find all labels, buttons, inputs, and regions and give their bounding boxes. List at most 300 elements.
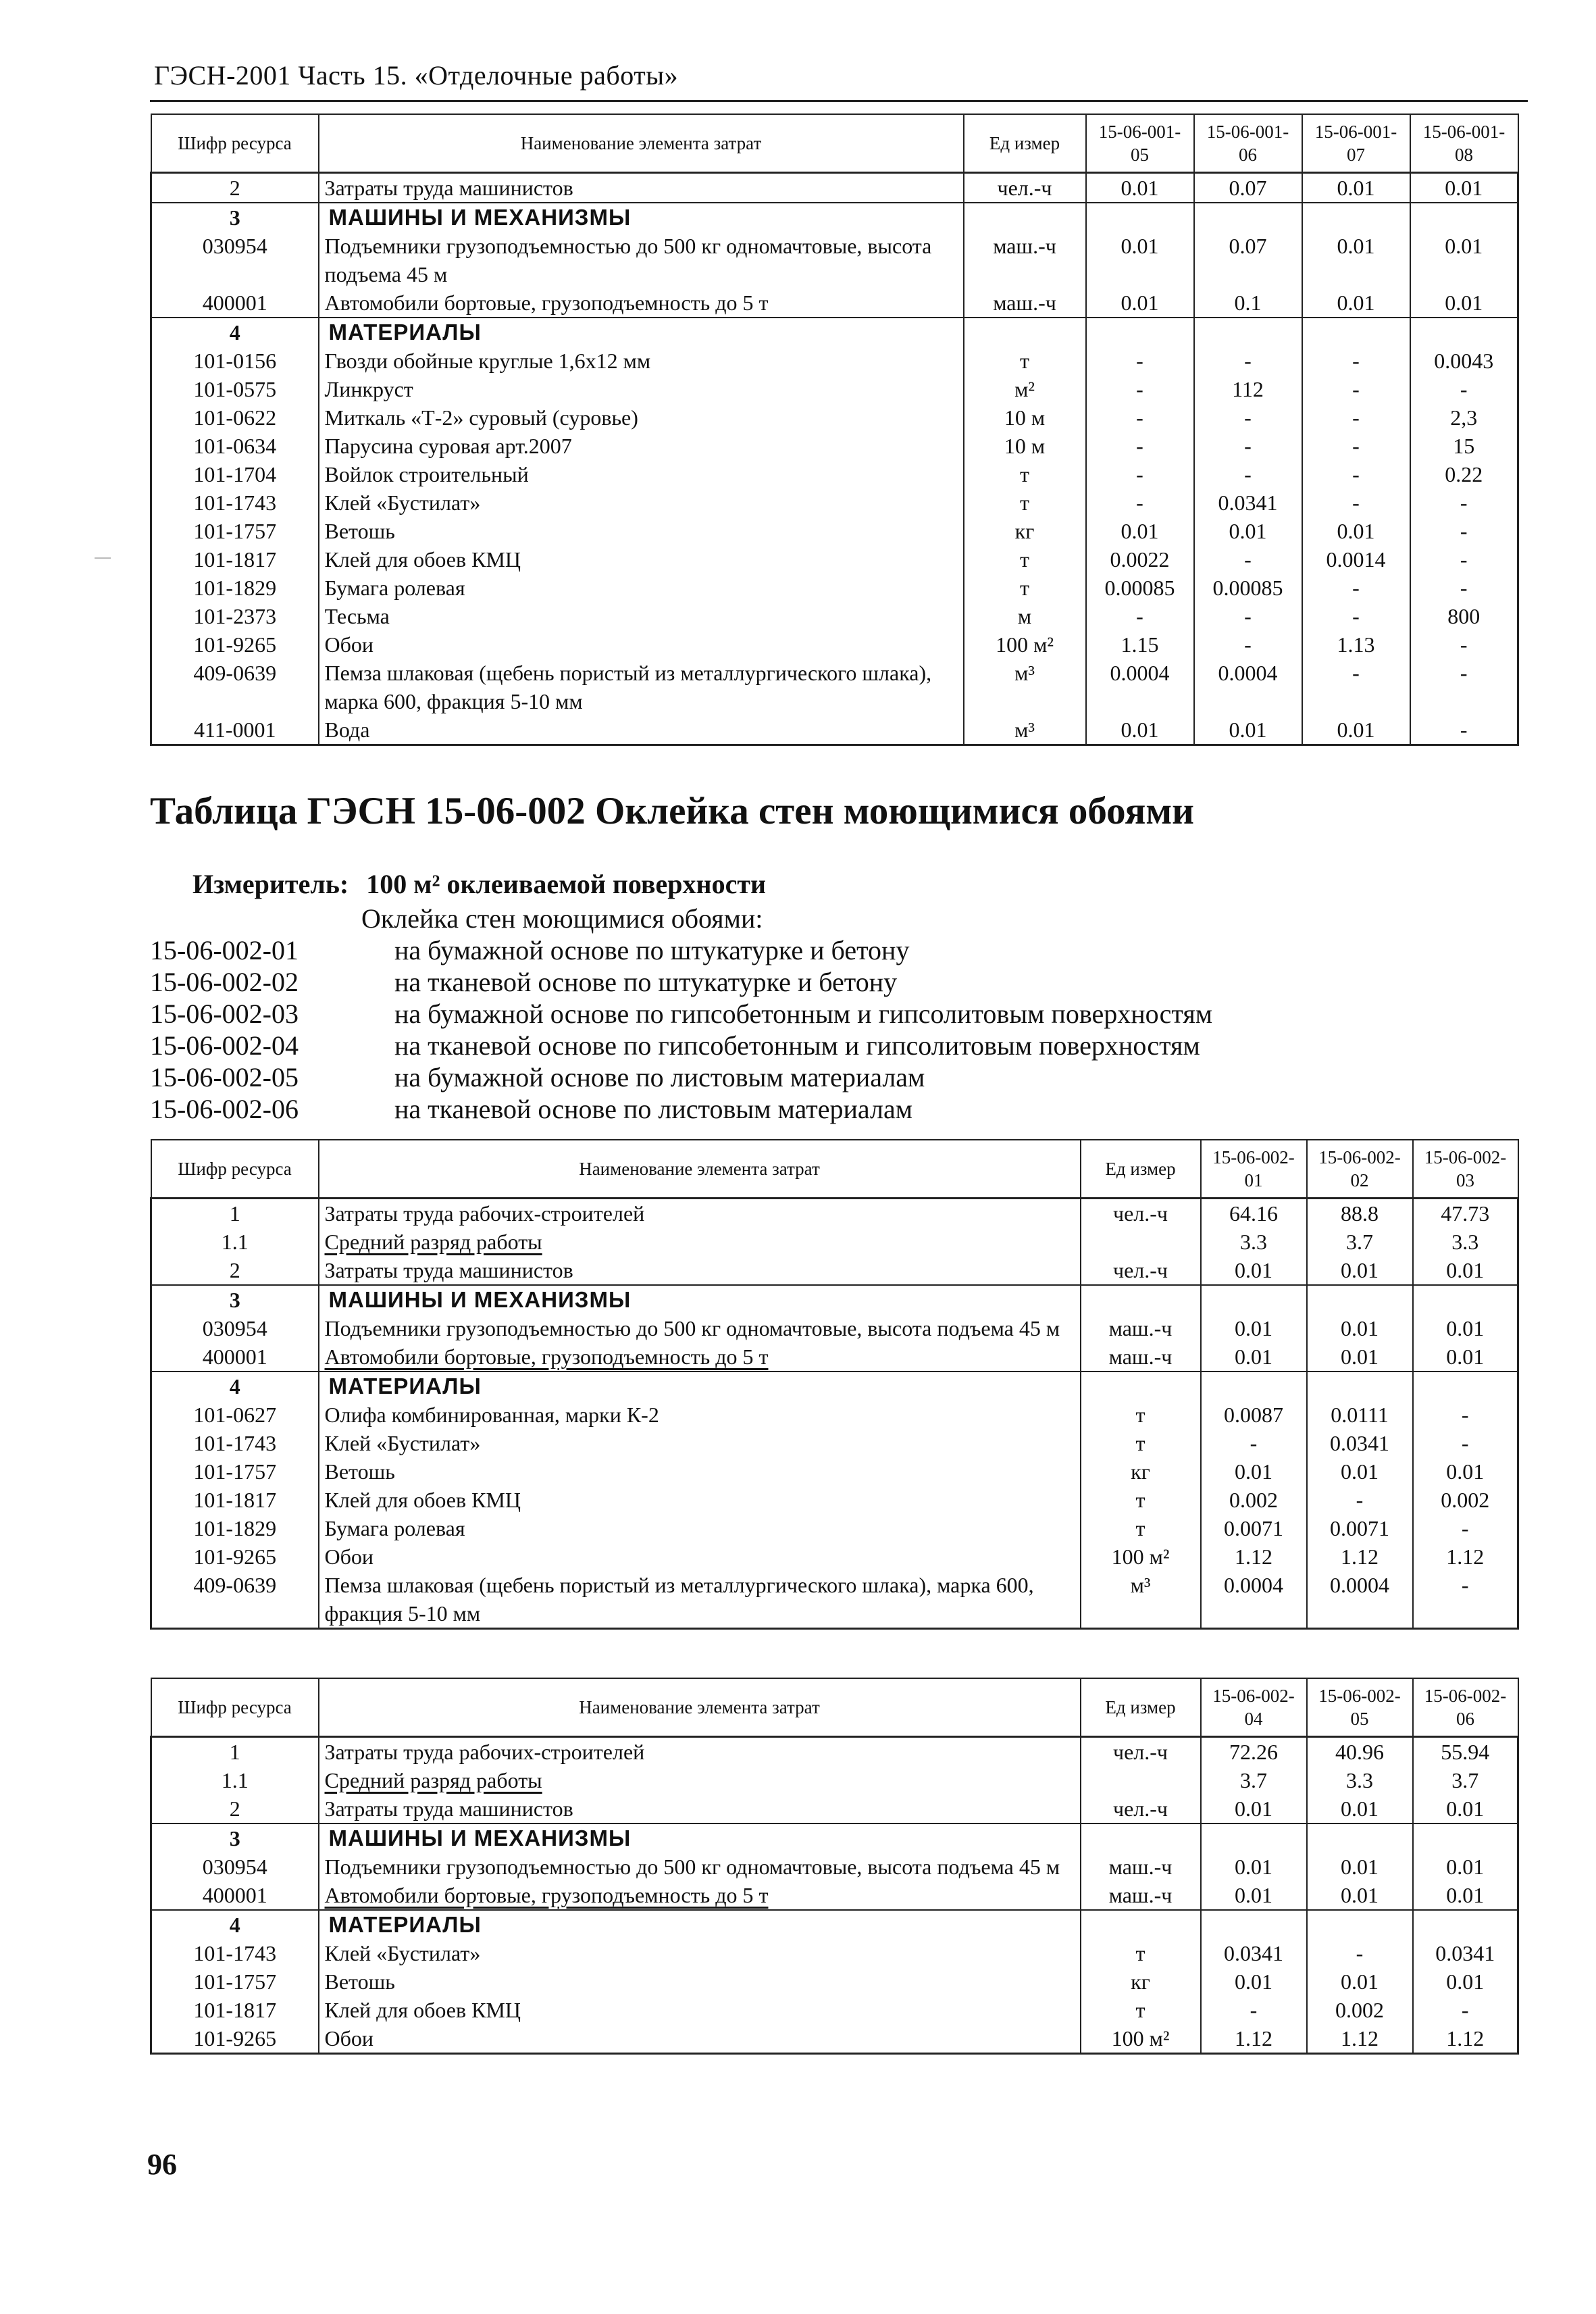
resource-value: 1.12 xyxy=(1201,1542,1307,1571)
resource-name: Затраты труда рабочих-строителей xyxy=(319,1737,1081,1767)
table-row xyxy=(151,318,1518,347)
variant-text: на бумажной основе по гипсобетонным и гипсолитовым поверхностям xyxy=(394,999,1213,1029)
resource-unit: м³ xyxy=(964,659,1086,715)
resource-name: Миткаль «Т-2» суровый (суровье) xyxy=(319,403,964,432)
resource-value: 0.01 xyxy=(1413,1967,1518,1996)
table-row xyxy=(151,173,1518,203)
table-header-row xyxy=(151,1678,1518,1737)
resource-name: МАТЕРИАЛЫ xyxy=(319,1910,1081,1939)
resource-code: 4 xyxy=(151,1372,319,1401)
resource-unit xyxy=(1081,1285,1201,1314)
resource-code: 030954 xyxy=(151,1853,319,1881)
resource-unit xyxy=(1081,1372,1201,1401)
meter-value: 100 м² оклеиваемой поверхности xyxy=(366,869,767,899)
variant-text: на бумажной основе по штукатурке и бетону xyxy=(394,935,910,965)
header-col-2: 15-06-002-02 xyxy=(1307,1140,1413,1199)
table-header-row xyxy=(151,1140,1518,1199)
resource-name xyxy=(319,1228,1081,1256)
resource-unit: м xyxy=(964,602,1086,630)
resource-value xyxy=(1307,1910,1413,1939)
resource-value: 0.01 xyxy=(1307,1967,1413,1996)
resource-value: 1.13 xyxy=(1302,630,1410,659)
resource-code: 4 xyxy=(151,1910,319,1939)
variant-item xyxy=(150,934,1212,966)
table-body xyxy=(151,173,1518,745)
resource-unit: т xyxy=(1081,1486,1201,1514)
resource-value: 0.01 xyxy=(1194,517,1302,545)
resource-value: 0.0004 xyxy=(1307,1571,1413,1629)
resource-value xyxy=(1413,1823,1518,1853)
resource-name xyxy=(319,1342,1081,1372)
table-row xyxy=(151,1514,1518,1542)
table-row xyxy=(151,432,1518,460)
resource-value: 0.0341 xyxy=(1413,1939,1518,1967)
table-row xyxy=(151,1401,1518,1429)
resource-value: 0.01 xyxy=(1307,1881,1413,1910)
resource-name: Затраты труда машинистов xyxy=(319,1794,1081,1823)
resource-value xyxy=(1413,1910,1518,1939)
resource-name: Пемза шлаковая (щебень пористый из металлургического шлака), марка 600, фракция 5-10 мм xyxy=(319,659,964,715)
resource-code: 101-2373 xyxy=(151,602,319,630)
table-row xyxy=(151,1996,1518,2024)
resource-name-text: Автомобили бортовые, грузоподъемность до 5 т xyxy=(324,1883,769,1907)
resource-value: 72.26 xyxy=(1201,1737,1307,1767)
resource-value: 0.002 xyxy=(1201,1486,1307,1514)
table-row xyxy=(151,1794,1518,1823)
table-row xyxy=(151,1486,1518,1514)
resource-value: - xyxy=(1086,602,1194,630)
resource-code: 400001 xyxy=(151,288,319,318)
resource-value: - xyxy=(1302,460,1410,488)
resource-code: 101-9265 xyxy=(151,630,319,659)
resource-value: 3.3 xyxy=(1201,1228,1307,1256)
header-unit: Ед измер xyxy=(1081,1678,1201,1737)
resource-unit: т xyxy=(964,347,1086,375)
resource-code: 1 xyxy=(151,1737,319,1767)
resource-value: 55.94 xyxy=(1413,1737,1518,1767)
resource-value: 0.01 xyxy=(1086,517,1194,545)
resource-unit: т xyxy=(1081,1429,1201,1457)
resource-value: 0.00085 xyxy=(1194,574,1302,602)
resource-name: Вода xyxy=(319,715,964,745)
resource-value: 0.01 xyxy=(1201,1881,1307,1910)
resource-value: - xyxy=(1086,375,1194,403)
header-col-1: 15-06-001-05 xyxy=(1086,114,1194,173)
resource-value: 0.0071 xyxy=(1201,1514,1307,1542)
resource-code: 101-1817 xyxy=(151,1996,319,2024)
resource-name: Клей «Бустилат» xyxy=(319,488,964,517)
resource-value: 3.3 xyxy=(1413,1228,1518,1256)
resource-code: 2 xyxy=(151,1794,319,1823)
resource-unit: чел.-ч xyxy=(1081,1737,1201,1767)
header-col-4: 15-06-001-08 xyxy=(1410,114,1518,173)
header-name: Наименование элемента затрат xyxy=(319,114,964,173)
table-body xyxy=(151,1737,1518,2054)
resource-value xyxy=(1410,318,1518,347)
resource-code: 101-1757 xyxy=(151,1967,319,1996)
page-number: 96 xyxy=(147,2148,177,2181)
resource-code: 101-9265 xyxy=(151,2024,319,2054)
table-row xyxy=(151,1199,1518,1228)
resource-value: - xyxy=(1302,574,1410,602)
resource-name: МАШИНЫ И МЕХАНИЗМЫ xyxy=(319,1285,1081,1314)
resource-value: 0.0071 xyxy=(1307,1514,1413,1542)
table-row xyxy=(151,232,1518,288)
resource-value: - xyxy=(1194,460,1302,488)
resource-value: 0.01 xyxy=(1086,288,1194,318)
resource-code: 411-0001 xyxy=(151,715,319,745)
variant-item xyxy=(150,966,1212,998)
resource-name: Гвозди обойные круглые 1,6x12 мм xyxy=(319,347,964,375)
resource-name: Обои xyxy=(319,1542,1081,1571)
resource-value: - xyxy=(1194,602,1302,630)
header-unit: Ед измер xyxy=(1081,1140,1201,1199)
header-name: Наименование элемента затрат xyxy=(319,1140,1081,1199)
resource-value: - xyxy=(1413,1996,1518,2024)
resource-value: 0.01 xyxy=(1307,1457,1413,1486)
variant-rows xyxy=(150,934,1212,1125)
resource-unit: 100 м² xyxy=(1081,2024,1201,2054)
resource-value: - xyxy=(1302,347,1410,375)
resource-value: - xyxy=(1413,1429,1518,1457)
resource-value: - xyxy=(1194,630,1302,659)
resource-name: Обои xyxy=(319,2024,1081,2054)
resource-unit: чел.-ч xyxy=(964,173,1086,203)
resource-value: - xyxy=(1194,545,1302,574)
resource-value: - xyxy=(1413,1401,1518,1429)
resource-code: 3 xyxy=(151,1823,319,1853)
resource-value: - xyxy=(1201,1429,1307,1457)
resource-value xyxy=(1413,1285,1518,1314)
resource-value xyxy=(1194,203,1302,232)
resource-code: 101-0627 xyxy=(151,1401,319,1429)
table-row xyxy=(151,1910,1518,1939)
resource-value: 0.002 xyxy=(1413,1486,1518,1514)
table-row xyxy=(151,1429,1518,1457)
resource-unit: м² xyxy=(964,375,1086,403)
table-row xyxy=(151,1256,1518,1285)
table-row xyxy=(151,659,1518,715)
resource-value: - xyxy=(1307,1939,1413,1967)
resource-value: 0.01 xyxy=(1086,715,1194,745)
resource-code: 101-1704 xyxy=(151,460,319,488)
table-row xyxy=(151,1823,1518,1853)
resource-value xyxy=(1194,318,1302,347)
resource-value: 0.01 xyxy=(1307,1256,1413,1285)
resource-value: 0.0004 xyxy=(1194,659,1302,715)
resource-value: - xyxy=(1302,488,1410,517)
resource-unit xyxy=(1081,1766,1201,1794)
table-row xyxy=(151,574,1518,602)
table-row xyxy=(151,545,1518,574)
variant-item xyxy=(150,1093,1212,1125)
resource-name: Подъемники грузоподъемностью до 500 кг одномачтовые, высота подъема 45 м xyxy=(319,1314,1081,1342)
table-row xyxy=(151,517,1518,545)
resource-name: Затраты труда машинистов xyxy=(319,1256,1081,1285)
resource-unit xyxy=(964,318,1086,347)
variant-list xyxy=(150,903,1212,1125)
resource-value xyxy=(1307,1372,1413,1401)
variant-item xyxy=(150,1061,1212,1093)
header-name: Наименование элемента затрат xyxy=(319,1678,1081,1737)
table-row xyxy=(151,1372,1518,1401)
resource-value: 0.01 xyxy=(1413,1853,1518,1881)
resource-value xyxy=(1302,203,1410,232)
resource-code: 3 xyxy=(151,203,319,232)
resource-value: - xyxy=(1086,347,1194,375)
header-rule xyxy=(150,100,1528,102)
resource-code: 2 xyxy=(151,173,319,203)
resource-value: 800 xyxy=(1410,602,1518,630)
resource-value: 0.01 xyxy=(1307,1853,1413,1881)
variant-code: 15-06-002-02 xyxy=(150,967,299,997)
variant-code: 15-06-002-03 xyxy=(150,999,299,1029)
resource-value: - xyxy=(1086,460,1194,488)
resource-value: 0.0022 xyxy=(1086,545,1194,574)
table-row xyxy=(151,1766,1518,1794)
resource-name: Затраты труда рабочих-строителей xyxy=(319,1199,1081,1228)
resource-value: 0.01 xyxy=(1201,1457,1307,1486)
variant-item xyxy=(150,1030,1212,1061)
resource-value xyxy=(1086,318,1194,347)
resource-value: 0.22 xyxy=(1410,460,1518,488)
resource-value xyxy=(1413,1372,1518,1401)
resource-code: 101-1757 xyxy=(151,517,319,545)
resource-value: 0.01 xyxy=(1302,232,1410,288)
resource-value: 0.01 xyxy=(1410,173,1518,203)
resource-value: - xyxy=(1410,375,1518,403)
resource-code: 101-1743 xyxy=(151,1939,319,1967)
resource-unit: т xyxy=(964,545,1086,574)
meter-label: Измеритель: xyxy=(192,869,349,899)
resource-unit: маш.-ч xyxy=(1081,1881,1201,1910)
resource-code: 400001 xyxy=(151,1881,319,1910)
resource-value: 0.0341 xyxy=(1307,1429,1413,1457)
resource-value: - xyxy=(1194,432,1302,460)
resource-value: 0.01 xyxy=(1413,1457,1518,1486)
resource-name: МАШИНЫ И МЕХАНИЗМЫ xyxy=(319,1823,1081,1853)
resource-value: 64.16 xyxy=(1201,1199,1307,1228)
table-row xyxy=(151,630,1518,659)
header-col-1: 15-06-002-04 xyxy=(1201,1678,1307,1737)
resource-unit: 10 м xyxy=(964,432,1086,460)
resource-value: 1.12 xyxy=(1413,1542,1518,1571)
resource-name: Бумага ролевая xyxy=(319,1514,1081,1542)
resource-value: 0.0087 xyxy=(1201,1401,1307,1429)
resource-value: 47.73 xyxy=(1413,1199,1518,1228)
table-row xyxy=(151,203,1518,232)
resource-value: - xyxy=(1410,517,1518,545)
resource-value: - xyxy=(1194,403,1302,432)
header-col-1: 15-06-002-01 xyxy=(1201,1140,1307,1199)
resource-name-text: Средний разряд работы xyxy=(324,1230,542,1254)
resource-value: - xyxy=(1410,659,1518,715)
resource-name: Подъемники грузоподъемностью до 500 кг одномачтовые, высота подъема 45 м xyxy=(319,232,964,288)
resource-unit: т xyxy=(964,460,1086,488)
variant-code: 15-06-002-04 xyxy=(150,1030,299,1061)
resource-value: - xyxy=(1307,1486,1413,1514)
resource-value: 0.01 xyxy=(1201,1853,1307,1881)
resource-code: 101-0156 xyxy=(151,347,319,375)
resource-unit: т xyxy=(964,574,1086,602)
table-row xyxy=(151,1737,1518,1767)
resource-value: 0.01 xyxy=(1410,288,1518,318)
resource-unit: чел.-ч xyxy=(1081,1256,1201,1285)
resource-value: 0.0111 xyxy=(1307,1401,1413,1429)
resource-value: 0.01 xyxy=(1413,1256,1518,1285)
variant-code: 15-06-002-05 xyxy=(150,1062,299,1092)
resource-name-text: Средний разряд работы xyxy=(324,1768,542,1792)
resource-value xyxy=(1302,318,1410,347)
table-row xyxy=(151,1542,1518,1571)
table-row xyxy=(151,1967,1518,1996)
resource-code: 101-1757 xyxy=(151,1457,319,1486)
resource-unit: т xyxy=(1081,1401,1201,1429)
resource-value: 0.0341 xyxy=(1194,488,1302,517)
resource-value: 0.01 xyxy=(1413,1881,1518,1910)
resource-table-002-a xyxy=(150,1139,1519,1630)
resource-unit xyxy=(1081,1823,1201,1853)
resource-value: 15 xyxy=(1410,432,1518,460)
resource-unit: чел.-ч xyxy=(1081,1199,1201,1228)
resource-value: 0.01 xyxy=(1413,1342,1518,1372)
running-head: ГЭСН-2001 Часть 15. «Отделочные работы» xyxy=(154,60,679,91)
resource-value xyxy=(1307,1823,1413,1853)
resource-code: 101-1829 xyxy=(151,574,319,602)
header-col-3: 15-06-001-07 xyxy=(1302,114,1410,173)
header-code: Шифр ресурса xyxy=(151,1678,319,1737)
variant-text: на тканевой основе по гипсобетонным и гипсолитовым поверхностям xyxy=(394,1030,1200,1061)
resource-table-001 xyxy=(150,114,1519,746)
resource-code: 4 xyxy=(151,318,319,347)
variant-code: 15-06-002-06 xyxy=(150,1094,299,1124)
resource-value: 0.0043 xyxy=(1410,347,1518,375)
resource-value: 0.01 xyxy=(1201,1967,1307,1996)
table-row xyxy=(151,1881,1518,1910)
resource-value xyxy=(1201,1910,1307,1939)
resource-value: - xyxy=(1302,659,1410,715)
resource-name: Парусина суровая арт.2007 xyxy=(319,432,964,460)
resource-value: - xyxy=(1086,432,1194,460)
resource-code: 101-1829 xyxy=(151,1514,319,1542)
resource-code: 409-0639 xyxy=(151,659,319,715)
resource-code: 409-0639 xyxy=(151,1571,319,1629)
table-row xyxy=(151,375,1518,403)
resource-value: 0.07 xyxy=(1194,173,1302,203)
resource-name: Пемза шлаковая (щебень пористый из металлургического шлака), марка 600, фракция 5-10 мм xyxy=(319,1571,1081,1629)
resource-value: 0.01 xyxy=(1307,1794,1413,1823)
resource-name: Ветошь xyxy=(319,517,964,545)
resource-value xyxy=(1086,203,1194,232)
resource-name xyxy=(319,1766,1081,1794)
table-title: Таблица ГЭСН 15-06-002 Оклейка стен моющимися обоями xyxy=(150,790,1195,832)
resource-name: Клей «Бустилат» xyxy=(319,1939,1081,1967)
resource-value: 0.01 xyxy=(1086,232,1194,288)
resource-name-text: Автомобили бортовые, грузоподъемность до 5 т xyxy=(324,1344,769,1369)
table-row xyxy=(151,715,1518,745)
resource-value: 0.01 xyxy=(1194,715,1302,745)
resource-unit: 100 м² xyxy=(1081,1542,1201,1571)
resource-value: - xyxy=(1086,403,1194,432)
resource-value: 3.7 xyxy=(1413,1766,1518,1794)
resource-name: Клей для обоев КМЦ xyxy=(319,1996,1081,2024)
resource-code: 1.1 xyxy=(151,1228,319,1256)
resource-name: Бумага ролевая xyxy=(319,574,964,602)
resource-value: 0.01 xyxy=(1307,1342,1413,1372)
resource-name: Ветошь xyxy=(319,1967,1081,1996)
resource-unit: 10 м xyxy=(964,403,1086,432)
resource-value: - xyxy=(1302,602,1410,630)
variant-code: 15-06-002-01 xyxy=(150,935,299,965)
variant-intro: Оклейка стен моющимися обоями: xyxy=(361,903,763,934)
table-row xyxy=(151,2024,1518,2054)
resource-value: 0.00085 xyxy=(1086,574,1194,602)
table-body xyxy=(151,1199,1518,1629)
resource-value: 1.12 xyxy=(1307,1542,1413,1571)
resource-value: 0.01 xyxy=(1302,288,1410,318)
resource-code: 101-1817 xyxy=(151,545,319,574)
resource-value xyxy=(1201,1285,1307,1314)
resource-value xyxy=(1410,203,1518,232)
resource-code: 1 xyxy=(151,1199,319,1228)
table-row xyxy=(151,347,1518,375)
resource-unit: маш.-ч xyxy=(1081,1853,1201,1881)
resource-value: - xyxy=(1086,488,1194,517)
resource-value: 0.01 xyxy=(1302,517,1410,545)
table-header-row xyxy=(151,114,1518,173)
resource-value: 40.96 xyxy=(1307,1737,1413,1767)
variant-text: на тканевой основе по штукатурке и бетону xyxy=(394,967,898,997)
table-row xyxy=(151,1939,1518,1967)
resource-value: - xyxy=(1410,488,1518,517)
variant-text: на бумажной основе по листовым материалам xyxy=(394,1062,925,1092)
table-row xyxy=(151,1228,1518,1256)
resource-value: 0.01 xyxy=(1201,1314,1307,1342)
header-unit: Ед измер xyxy=(964,114,1086,173)
resource-code: 2 xyxy=(151,1256,319,1285)
resource-value: - xyxy=(1201,1996,1307,2024)
resource-value: 0.0004 xyxy=(1086,659,1194,715)
resource-name: Олифа комбинированная, марки К-2 xyxy=(319,1401,1081,1429)
resource-unit: кг xyxy=(1081,1967,1201,1996)
resource-name: МАТЕРИАЛЫ xyxy=(319,1372,1081,1401)
header-col-2: 15-06-001-06 xyxy=(1194,114,1302,173)
resource-code: 400001 xyxy=(151,1342,319,1372)
header-col-3: 15-06-002-03 xyxy=(1413,1140,1518,1199)
resource-unit: м³ xyxy=(964,715,1086,745)
table-row xyxy=(151,1571,1518,1629)
resource-value: 3.3 xyxy=(1307,1766,1413,1794)
resource-value: 0.01 xyxy=(1413,1794,1518,1823)
table-row xyxy=(151,488,1518,517)
table-row xyxy=(151,460,1518,488)
resource-value: 0.0341 xyxy=(1201,1939,1307,1967)
header-code: Шифр ресурса xyxy=(151,114,319,173)
scan-mark xyxy=(95,557,111,559)
resource-value: 2,3 xyxy=(1410,403,1518,432)
resource-value: 88.8 xyxy=(1307,1199,1413,1228)
table-row xyxy=(151,602,1518,630)
resource-value: 0.01 xyxy=(1302,715,1410,745)
resource-value: 0.01 xyxy=(1307,1314,1413,1342)
resource-code: 101-0634 xyxy=(151,432,319,460)
resource-value: - xyxy=(1410,630,1518,659)
resource-unit: кг xyxy=(1081,1457,1201,1486)
resource-name: Подъемники грузоподъемностью до 500 кг одномачтовые, высота подъема 45 м xyxy=(319,1853,1081,1881)
resource-unit: маш.-ч xyxy=(1081,1342,1201,1372)
resource-value: 0.002 xyxy=(1307,1996,1413,2024)
resource-code: 030954 xyxy=(151,232,319,288)
